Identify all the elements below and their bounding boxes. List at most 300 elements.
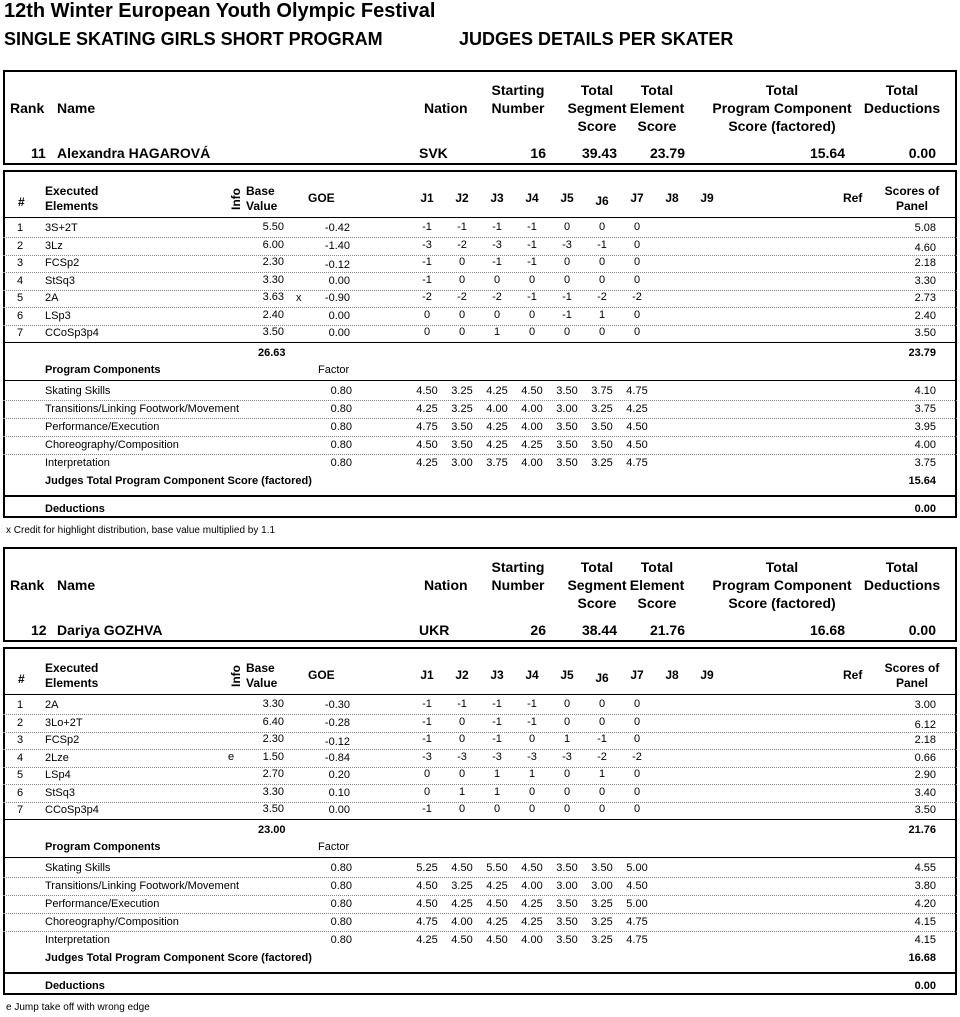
- starting_number-header: Starting: [491, 82, 545, 98]
- goe-value: -0.12: [324, 259, 350, 271]
- panel-score: 3.00: [914, 699, 936, 711]
- goe-value: 0.20: [328, 769, 350, 781]
- goe-header: GOE: [308, 668, 335, 682]
- judge-mark: -1: [492, 733, 502, 745]
- deductions-label: Deductions: [45, 503, 105, 515]
- skater-nation: UKR: [419, 622, 450, 638]
- components-divider: [3, 380, 957, 381]
- component-judge-mark: 4.25: [486, 916, 508, 928]
- judge-mark: 0: [633, 221, 641, 233]
- component-judge-mark: 3.50: [556, 862, 578, 874]
- judge-mark: 0: [423, 326, 431, 338]
- component-judge-mark: 4.50: [416, 898, 438, 910]
- total-component-score: 15.64: [809, 145, 845, 161]
- header-divider: [3, 217, 957, 218]
- judge-mark: 0: [528, 273, 536, 286]
- judge-mark: 1: [493, 768, 501, 780]
- component-judge-mark: 3.50: [451, 421, 473, 433]
- judge-mark: -1: [422, 256, 432, 268]
- judge-mark: -2: [492, 291, 502, 303]
- judge-mark: 0: [563, 715, 571, 728]
- report-subtitle: SINGLE SKATING GIRLS SHORT PROGRAM: [4, 29, 383, 49]
- judge-mark: -1: [422, 698, 432, 710]
- info-header: Info: [229, 188, 243, 210]
- component-factor: 0.80: [330, 916, 352, 928]
- row-divider: [3, 877, 957, 878]
- pcs-header: Score (factored): [728, 595, 836, 611]
- component-judge-mark: 4.50: [521, 862, 543, 874]
- panel-total: 23.79: [908, 347, 936, 359]
- judge-mark: 0: [598, 273, 606, 286]
- judge-mark: 0: [458, 273, 466, 286]
- component-judge-mark: 4.50: [486, 898, 508, 910]
- total-component-score: 16.68: [809, 622, 845, 638]
- ded-header: Deductions: [863, 100, 941, 116]
- element-number: 7: [17, 804, 24, 816]
- judge-mark: 0: [598, 326, 606, 338]
- judge-mark: 1: [598, 768, 606, 780]
- element-code: 2Lze: [45, 751, 69, 764]
- deductions-value: 0.00: [914, 980, 936, 992]
- judge-mark: 1: [563, 733, 571, 745]
- element-number: 4: [17, 751, 24, 764]
- starting_number-header: Number: [491, 577, 545, 593]
- factor-header: Factor: [318, 364, 350, 376]
- judge-mark: 0: [563, 698, 571, 710]
- panel-total: 21.76: [908, 824, 936, 836]
- element-number: 3: [17, 257, 24, 269]
- judge-header: J9: [700, 668, 714, 682]
- judge-mark: 0: [528, 785, 536, 798]
- component-score: 4.10: [914, 385, 936, 397]
- judge-mark: 0: [563, 256, 571, 268]
- judge-header: J3: [490, 668, 504, 682]
- row-divider: [3, 307, 957, 308]
- judge-header: J1: [420, 668, 434, 682]
- base-header: Base: [246, 661, 275, 675]
- judge-mark: 0: [423, 785, 431, 798]
- judge-header: J7: [630, 668, 644, 682]
- row-divider: [3, 400, 957, 401]
- judge-mark: -1: [527, 221, 537, 233]
- element-number: 1: [17, 222, 24, 234]
- component-score: 4.00: [914, 439, 936, 451]
- component-judge-mark: 4.50: [626, 439, 648, 451]
- judge-mark: -3: [492, 750, 502, 763]
- base-value: 3.30: [262, 273, 284, 286]
- row-divider: [3, 931, 957, 932]
- judge-mark: -1: [527, 715, 537, 728]
- element-number: 5: [17, 769, 24, 781]
- panel-score: 5.08: [914, 222, 936, 234]
- judge-header: J2: [455, 191, 469, 205]
- judge-mark: -1: [527, 698, 537, 710]
- starting_number-header: Starting: [491, 559, 545, 575]
- component-judge-mark: 5.50: [486, 862, 508, 874]
- row-divider: [3, 767, 957, 768]
- base-value: 3.63: [262, 291, 284, 303]
- element-code: 3Lz: [45, 239, 63, 252]
- component-name: Interpretation: [45, 934, 110, 946]
- judge-header: J6: [595, 671, 609, 685]
- component-judge-mark: 3.25: [591, 916, 613, 928]
- component-judge-mark: 4.50: [521, 385, 543, 397]
- judge-header: J3: [490, 191, 504, 205]
- panel-score: 2.90: [914, 769, 936, 781]
- component-judge-mark: 4.75: [416, 916, 438, 928]
- component-judge-mark: 4.00: [521, 934, 543, 946]
- component-score: 3.75: [914, 457, 936, 469]
- judge-header: J7: [630, 191, 644, 205]
- component-judge-mark: 3.50: [556, 439, 578, 451]
- report-subtitle-right: JUDGES DETAILS PER SKATER: [459, 29, 734, 49]
- pcs-total-value: 16.68: [908, 952, 936, 964]
- ded-header: Deductions: [863, 577, 941, 593]
- header-divider: [3, 694, 957, 695]
- judge-mark: 0: [423, 308, 431, 321]
- component-judge-mark: 3.00: [591, 880, 613, 892]
- base-value: 3.50: [262, 326, 284, 338]
- judge-mark: 0: [563, 326, 571, 338]
- component-judge-mark: 4.50: [451, 934, 473, 946]
- component-judge-mark: 3.00: [556, 880, 578, 892]
- component-judge-mark: 4.25: [521, 898, 543, 910]
- judge-mark: 0: [458, 803, 466, 815]
- judge-header: J8: [665, 191, 679, 205]
- tss-header: Score: [577, 118, 617, 134]
- judge-mark: -1: [457, 221, 467, 233]
- judge-mark: -2: [597, 291, 607, 303]
- element-code: FCSp2: [45, 734, 80, 746]
- component-judge-mark: 3.00: [556, 403, 578, 415]
- total-element-score: 21.76: [649, 622, 685, 638]
- component-judge-mark: 4.25: [451, 898, 473, 910]
- starting-number: 16: [530, 145, 546, 161]
- element-info: e: [228, 750, 235, 763]
- value-header: Value: [246, 199, 278, 213]
- judge-mark: 0: [493, 273, 501, 286]
- component-factor: 0.80: [330, 385, 352, 397]
- component-judge-mark: 4.25: [416, 934, 438, 946]
- elements-header: Elements: [45, 676, 99, 690]
- pcs-header: Score (factored): [728, 118, 836, 134]
- component-judge-mark: 4.50: [626, 421, 648, 433]
- element-number: 4: [17, 274, 24, 287]
- starting_number-header: Number: [491, 100, 545, 116]
- program-components-header: Program Components: [45, 364, 161, 376]
- component-factor: 0.80: [330, 880, 352, 892]
- element-number: 5: [17, 292, 24, 304]
- judge-mark: -3: [422, 238, 432, 251]
- base-value: 2.30: [262, 256, 284, 268]
- goe-header: GOE: [308, 191, 335, 205]
- value-header: Value: [246, 676, 278, 690]
- judge-header: J6: [595, 194, 609, 208]
- footnote: e Jump take off with wrong edge: [6, 1002, 150, 1013]
- judge-mark: -3: [457, 750, 467, 763]
- element-number: 7: [17, 327, 24, 339]
- total-element-score: 23.79: [649, 145, 685, 161]
- tss-header: Segment: [567, 577, 627, 593]
- judge-mark: -3: [562, 750, 572, 763]
- judge-mark: -2: [632, 291, 642, 303]
- tes-header: Score: [637, 595, 677, 611]
- pcs-header: Total: [765, 559, 799, 575]
- factor-header: Factor: [318, 841, 350, 853]
- judge-mark: -1: [492, 221, 502, 233]
- judge-mark: -2: [597, 750, 607, 763]
- judge-mark: 0: [423, 768, 431, 780]
- ded-header: Total: [885, 559, 919, 575]
- judge-mark: -1: [562, 291, 572, 303]
- component-factor: 0.80: [330, 898, 352, 910]
- tss-header: Total: [580, 559, 614, 575]
- total-segment-score: 38.44: [581, 622, 617, 638]
- component-judge-mark: 4.25: [521, 916, 543, 928]
- rank-header: Rank: [10, 100, 45, 116]
- panel-score: 3.40: [914, 786, 936, 799]
- panel-score: 6.12: [914, 718, 936, 731]
- element-number: 2: [17, 716, 24, 729]
- component-judge-mark: 3.75: [591, 385, 613, 397]
- skater-nation: SVK: [419, 145, 448, 161]
- judge-mark: 1: [598, 308, 606, 321]
- component-judge-mark: 3.25: [591, 403, 613, 415]
- element-number: 6: [17, 786, 24, 799]
- row-divider: [3, 325, 957, 326]
- component-score: 4.20: [914, 898, 936, 910]
- tes-header: Total: [640, 559, 674, 575]
- judge-header: J4: [525, 668, 539, 682]
- row-divider: [3, 784, 957, 785]
- element-code: LSp3: [45, 309, 71, 322]
- element-code: 3S+2T: [45, 222, 78, 234]
- goe-value: -0.12: [324, 736, 350, 748]
- base-value: 2.70: [262, 768, 284, 780]
- row-divider: [3, 895, 957, 896]
- hash-header: #: [18, 672, 25, 686]
- component-judge-mark: 3.25: [451, 385, 473, 397]
- judge-mark: -2: [422, 291, 432, 303]
- judge-mark: 0: [633, 273, 641, 286]
- judge-mark: -1: [492, 256, 502, 268]
- component-judge-mark: 4.00: [521, 880, 543, 892]
- starting-number: 26: [530, 622, 546, 638]
- component-judge-mark: 3.50: [451, 439, 473, 451]
- scores-of-header: Scores of: [884, 184, 940, 198]
- base-value: 2.40: [262, 308, 284, 321]
- component-judge-mark: 4.75: [626, 457, 648, 469]
- judge-mark: 0: [563, 785, 571, 798]
- component-name: Skating Skills: [45, 385, 111, 397]
- base-value: 1.50: [262, 750, 284, 763]
- component-factor: 0.80: [330, 457, 352, 469]
- component-name: Choreography/Composition: [45, 916, 179, 928]
- judge-mark: 0: [528, 733, 536, 745]
- component-judge-mark: 3.50: [591, 421, 613, 433]
- judge-header: J9: [700, 191, 714, 205]
- judge-mark: 0: [598, 256, 606, 268]
- skater-section: [0, 547, 960, 1017]
- judge-mark: -3: [562, 238, 572, 251]
- component-judge-mark: 4.75: [416, 421, 438, 433]
- component-judge-mark: 4.00: [451, 916, 473, 928]
- report-title: 12th Winter European Youth Olympic Festival: [4, 0, 436, 22]
- goe-value: -0.42: [324, 222, 350, 234]
- row-divider: [3, 732, 957, 733]
- judge-mark: 0: [528, 803, 536, 815]
- nation-header: Nation: [424, 577, 468, 593]
- component-judge-mark: 3.25: [591, 934, 613, 946]
- footnote: x Credit for highlight distribution, base value multiplied by 1.1: [6, 525, 276, 536]
- row-divider: [3, 802, 957, 803]
- judge-mark: -1: [527, 238, 537, 251]
- pcs-header: Total: [765, 82, 799, 98]
- tes-header: Element: [629, 577, 685, 593]
- program-components-header: Program Components: [45, 841, 161, 853]
- component-score: 3.95: [914, 421, 936, 433]
- element-code: 3Lo+2T: [45, 716, 83, 729]
- row-divider: [3, 436, 957, 437]
- judge-mark: 0: [633, 698, 641, 710]
- component-name: Performance/Execution: [45, 421, 160, 433]
- executed-header: Executed: [45, 661, 99, 675]
- judge-mark: -1: [422, 733, 432, 745]
- row-divider: [3, 255, 957, 256]
- judge-mark: 0: [633, 768, 641, 780]
- hash-header: #: [18, 195, 25, 209]
- judge-mark: -1: [457, 698, 467, 710]
- component-judge-mark: 3.25: [591, 898, 613, 910]
- elements-divider: [3, 342, 957, 343]
- base-total: 23.00: [258, 824, 286, 836]
- component-judge-mark: 5.25: [416, 862, 438, 874]
- component-factor: 0.80: [330, 403, 352, 415]
- judge-mark: 0: [598, 785, 606, 798]
- info-header: Info: [229, 665, 243, 687]
- judge-mark: 0: [598, 221, 606, 233]
- judge-mark: -1: [492, 698, 502, 710]
- component-judge-mark: 3.75: [486, 457, 508, 469]
- ref-header: Ref: [843, 668, 863, 682]
- panel-score: 3.50: [914, 804, 936, 816]
- panel-score: 2.18: [914, 734, 936, 746]
- judge-mark: 1: [493, 326, 501, 338]
- panel-score: 2.40: [914, 309, 936, 322]
- component-score: 4.15: [914, 916, 936, 928]
- judge-header: J1: [420, 191, 434, 205]
- component-judge-mark: 4.25: [626, 403, 648, 415]
- component-judge-mark: 4.25: [521, 439, 543, 451]
- judge-mark: 0: [598, 698, 606, 710]
- component-judge-mark: 4.00: [521, 421, 543, 433]
- component-name: Transitions/Linking Footwork/Movement: [45, 880, 240, 892]
- total-deductions: 0.00: [908, 622, 936, 638]
- skater-section: [0, 70, 960, 540]
- judge-mark: -2: [632, 750, 642, 763]
- goe-value: -0.28: [324, 716, 350, 729]
- base-value: 3.50: [262, 803, 284, 815]
- judge-mark: -2: [457, 291, 467, 303]
- goe-value: 0.00: [328, 309, 350, 322]
- component-score: 4.55: [914, 862, 936, 874]
- judge-mark: -1: [597, 733, 607, 745]
- skater-rank: 11: [31, 145, 46, 161]
- component-judge-mark: 4.00: [521, 457, 543, 469]
- component-name: Choreography/Composition: [45, 439, 179, 451]
- judge-header: J4: [525, 191, 539, 205]
- component-judge-mark: 3.00: [451, 457, 473, 469]
- judge-mark: 0: [458, 326, 466, 338]
- pcs-total-value: 15.64: [908, 475, 936, 487]
- tss-header: Segment: [567, 100, 627, 116]
- base-value: 6.00: [262, 238, 284, 251]
- component-judge-mark: 4.50: [626, 880, 648, 892]
- judge-mark: -3: [527, 750, 537, 763]
- ref-header: Ref: [843, 191, 863, 205]
- judge-mark: 0: [458, 768, 466, 780]
- component-judge-mark: 3.50: [556, 421, 578, 433]
- total-segment-score: 39.43: [581, 145, 617, 161]
- judge-mark: 0: [493, 803, 501, 815]
- judge-mark: 0: [633, 308, 641, 321]
- deductions-divider: [3, 495, 957, 497]
- component-judge-mark: 3.50: [556, 934, 578, 946]
- judge-mark: -1: [422, 715, 432, 728]
- base-value: 3.30: [262, 785, 284, 798]
- element-code: CCoSp3p4: [45, 327, 99, 339]
- panel-header: Panel: [895, 199, 928, 213]
- component-judge-mark: 4.25: [486, 421, 508, 433]
- judge-mark: 0: [458, 715, 466, 728]
- base-total: 26.63: [258, 347, 286, 359]
- bonus-marker: x: [296, 292, 302, 304]
- row-divider: [3, 714, 957, 715]
- judge-mark: 0: [563, 768, 571, 780]
- tss-header: Total: [580, 82, 614, 98]
- component-judge-mark: 3.50: [591, 862, 613, 874]
- element-number: 1: [17, 699, 24, 711]
- component-score: 3.80: [914, 880, 936, 892]
- judge-mark: 0: [633, 256, 641, 268]
- component-judge-mark: 4.75: [626, 385, 648, 397]
- component-judge-mark: 4.50: [416, 880, 438, 892]
- name-header: Name: [57, 577, 96, 593]
- row-divider: [3, 913, 957, 914]
- section-bottom: [3, 516, 957, 518]
- component-judge-mark: 4.00: [486, 403, 508, 415]
- judge-mark: 0: [598, 803, 606, 815]
- components-divider: [3, 857, 957, 858]
- component-judge-mark: 3.25: [451, 880, 473, 892]
- component-factor: 0.80: [330, 421, 352, 433]
- name-header: Name: [57, 100, 96, 116]
- goe-value: 0.00: [328, 804, 350, 816]
- goe-value: 0.10: [328, 786, 350, 799]
- skater-rank: 12: [31, 622, 47, 638]
- component-judge-mark: 3.50: [591, 439, 613, 451]
- element-code: CCoSp3p4: [45, 804, 99, 816]
- judge-mark: -2: [457, 238, 467, 251]
- component-judge-mark: 4.25: [416, 457, 438, 469]
- judge-mark: -3: [422, 750, 432, 763]
- panel-score: 2.73: [914, 292, 936, 304]
- row-divider: [3, 237, 957, 238]
- goe-value: -1.40: [324, 239, 350, 252]
- judge-mark: 0: [633, 715, 641, 728]
- row-divider: [3, 749, 957, 750]
- judge-mark: 1: [528, 768, 536, 780]
